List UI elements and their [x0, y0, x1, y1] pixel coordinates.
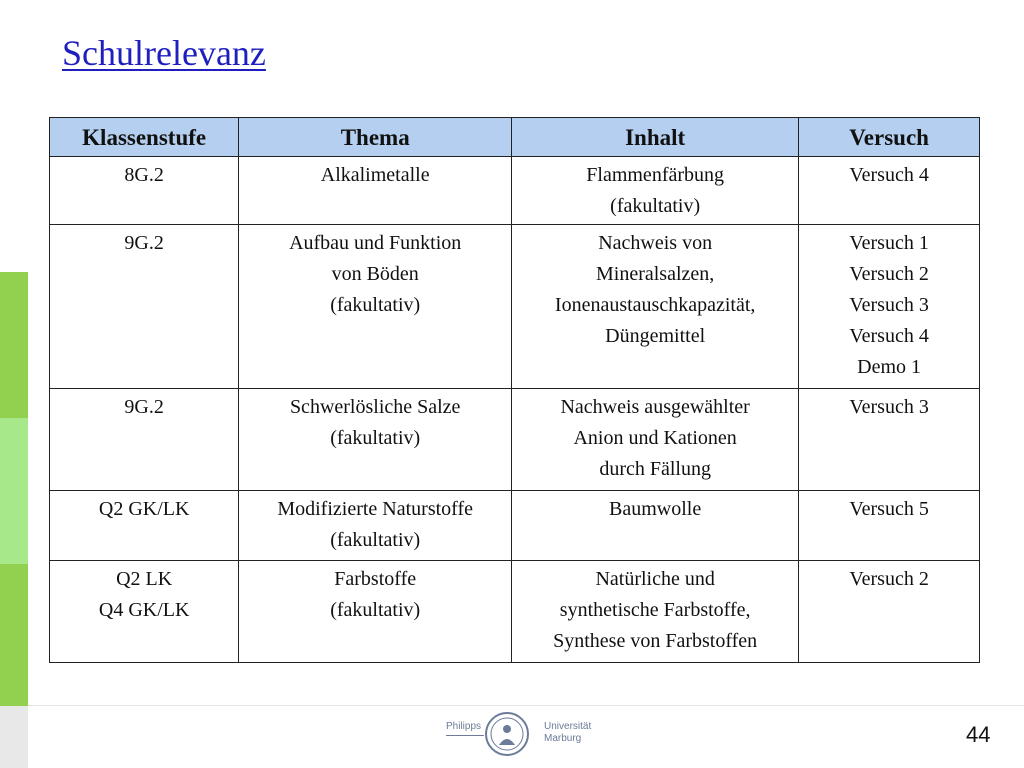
cell-line: Anion und Kationen: [573, 427, 737, 449]
cell-line: 9G.2: [124, 396, 164, 418]
cell-line: Mineralsalzen,: [596, 263, 715, 285]
university-logo: [446, 711, 596, 757]
cell-inhalt: [512, 157, 799, 225]
table-row: [50, 225, 980, 389]
cell-klassenstufe: [50, 561, 239, 663]
cell-line: Synthese von Farbstoffen: [553, 630, 758, 652]
curriculum-table: [49, 117, 980, 663]
cell-line: Versuch 3: [849, 294, 929, 316]
sidebar-accent-2: [0, 418, 28, 564]
cell-thema: [239, 225, 512, 389]
cell-line: Schwerlösliche Salze: [289, 396, 461, 418]
table-row: [50, 561, 980, 663]
logo-text-universitaet: Universität: [544, 721, 592, 732]
table-row: [50, 389, 980, 491]
cell-line: Q2 LK: [116, 568, 173, 590]
logo-text-marburg: Marburg: [544, 733, 582, 744]
cell-line: Versuch 4: [849, 325, 929, 347]
cell-line: Modifizierte Naturstoffe: [277, 498, 474, 520]
cell-inhalt: [512, 225, 799, 389]
table-header-row: [50, 118, 980, 157]
cell-line: (fakultativ): [610, 195, 701, 217]
cell-line: Versuch 4: [849, 164, 929, 186]
cell-line: Q4 GK/LK: [98, 599, 190, 621]
cell-klassenstufe: [50, 491, 239, 561]
cell-versuch: [799, 389, 980, 491]
cell-klassenstufe: [50, 225, 239, 389]
page-number: 44: [966, 722, 991, 747]
cell-line: Farbstoffe: [334, 568, 417, 590]
header-versuch: Versuch: [799, 118, 980, 157]
cell-line: Q2 GK/LK: [98, 498, 190, 520]
cell-line: durch Fällung: [599, 458, 711, 480]
cell-line: Flammenfärbung: [586, 164, 725, 186]
cell-line: Versuch 2: [849, 263, 929, 285]
cell-line: Demo 1: [857, 356, 922, 378]
cell-line: Baumwolle: [609, 498, 702, 520]
cell-line: Nachweis von: [598, 232, 713, 254]
cell-line: Düngemittel: [605, 325, 706, 347]
cell-inhalt: [512, 561, 799, 663]
cell-line: Alkalimetalle: [320, 164, 430, 186]
footer-divider: [28, 705, 1024, 706]
cell-versuch: [799, 491, 980, 561]
logo-text-philipps: Philipps: [446, 721, 482, 732]
cell-line: Versuch 3: [849, 396, 929, 418]
cell-line: (fakultativ): [330, 599, 421, 621]
cell-klassenstufe: [50, 389, 239, 491]
sidebar-accent-4: [0, 706, 28, 768]
cell-thema: [239, 561, 512, 663]
cell-thema: [239, 491, 512, 561]
cell-line: Versuch 5: [849, 498, 929, 520]
header-inhalt: Inhalt: [512, 118, 799, 157]
table-row: [50, 491, 980, 561]
cell-inhalt: [512, 389, 799, 491]
cell-line: 9G.2: [124, 232, 164, 254]
cell-line: Nachweis ausgewählter: [560, 396, 750, 418]
table-row: [50, 157, 980, 225]
cell-line: Versuch 1: [849, 232, 929, 254]
cell-line: 8G.2: [124, 164, 164, 186]
header-klassenstufe: Klassenstufe: [50, 118, 239, 157]
sidebar-accent-1: [0, 272, 28, 418]
cell-thema: [239, 389, 512, 491]
cell-line: (fakultativ): [330, 427, 421, 449]
cell-versuch: [799, 225, 980, 389]
cell-line: von Böden: [331, 263, 419, 285]
header-thema: Thema: [239, 118, 512, 157]
cell-thema: [239, 157, 512, 225]
cell-inhalt: [512, 491, 799, 561]
cell-versuch: [799, 157, 980, 225]
cell-line: Aufbau und Funktion: [289, 232, 462, 254]
logo-divider: [446, 735, 484, 736]
sidebar-accent-3: [0, 564, 28, 706]
cell-klassenstufe: [50, 157, 239, 225]
cell-line: synthetische Farbstoffe,: [559, 599, 751, 621]
cell-line: (fakultativ): [330, 294, 421, 316]
university-seal-icon: [484, 711, 530, 757]
cell-line: Natürliche und: [595, 568, 715, 590]
slide-title[interactable]: Schulrelevanz: [62, 33, 266, 73]
cell-line: (fakultativ): [330, 529, 421, 551]
cell-versuch: [799, 561, 980, 663]
cell-line: Ionenaustauschkapazität,: [554, 294, 756, 316]
cell-line: Versuch 2: [849, 568, 929, 590]
